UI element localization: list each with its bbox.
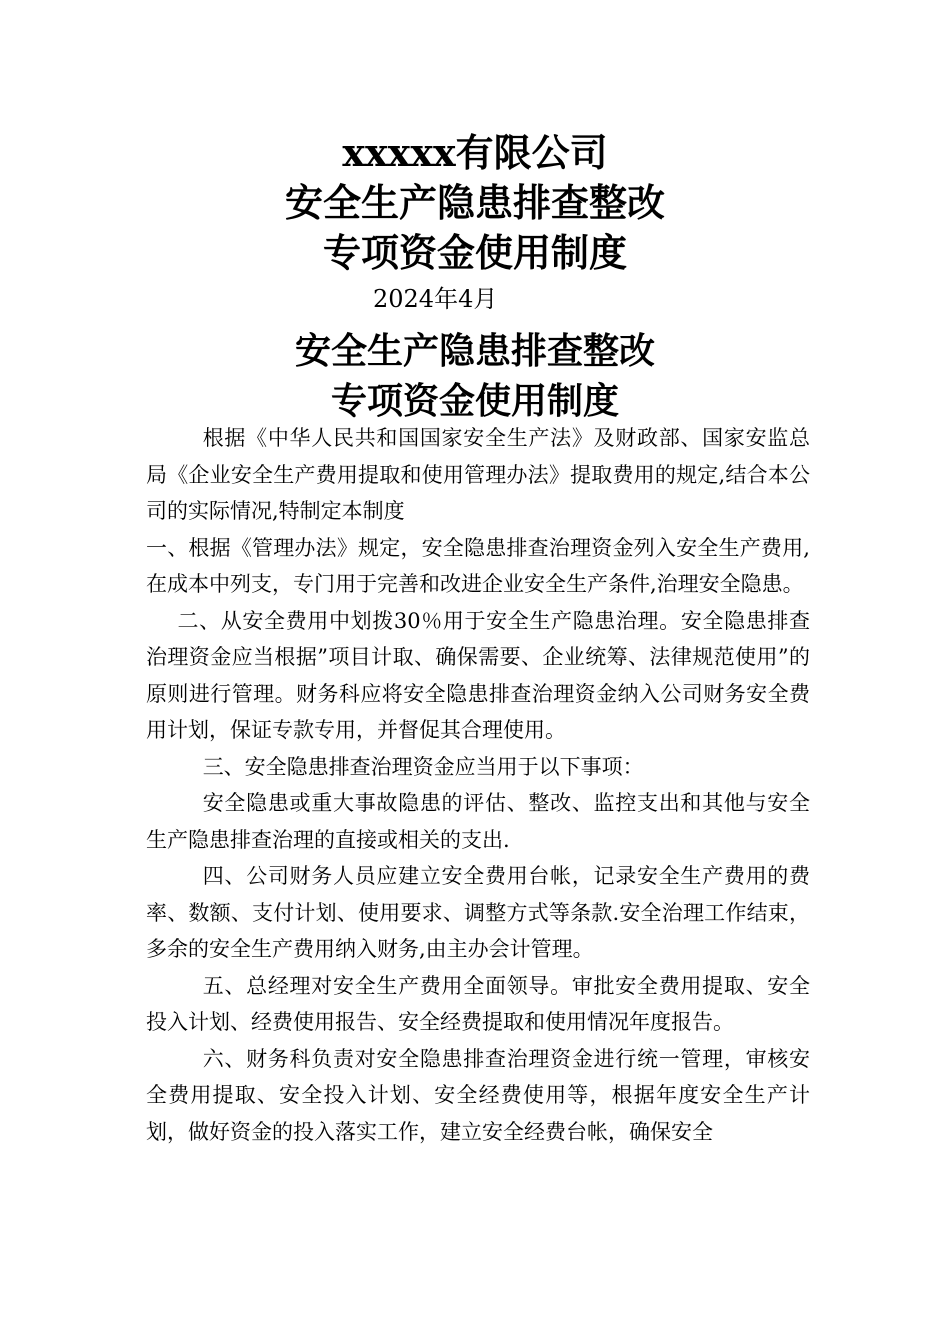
section-header xyxy=(0,326,950,426)
paragraph-item-6: 六、财务科负责对安全隐患排查治理资金进行统一管理，审核安全费用提取、安全投入计划、安全经费使用等，根据年度安全生产计划，做好资金的投入落实工作，建立安全经费台帐，确保安全 xyxy=(146,1046,810,1144)
section-title-line-2: 专项资金使用制度 xyxy=(330,380,619,422)
document-body xyxy=(146,420,810,1150)
paragraph-item-2: 二、从安全费用中划拨30％用于安全生产隐患治理。安全隐患排查治理资金应当根据”项目计取、确保需要、企业统筹、法律规范使用”的原则进行管理。财务科应将安全隐患排查治理资金纳入公司财务安全费用计划，保证专款专用，并督促其合理使用。 xyxy=(146,608,810,742)
company-name: xxxxx有限公司 xyxy=(342,130,608,175)
paragraph-intro: 根据《中华人民共和国国家安全生产法》及财政部、国家安监总局《企业安全生产费用提取和使用管理办法》提取费用的规定,结合本公司的实际情况,特制定本制度 xyxy=(146,426,810,523)
paragraph-item-3-detail: 安全隐患或重大事故隐患的评估、整改、监控支出和其他与安全生产隐患排查治理的直接或相关的支出. xyxy=(146,791,810,852)
paragraph-item-1: 一、根据《管理办法》规定，安全隐患排查治理资金列入安全生产费用,在成本中列支，专门用于完善和改进企业安全生产条件,治理安全隐患。 xyxy=(146,535,810,596)
document-title-line-2: 专项资金使用制度 xyxy=(322,230,627,275)
paragraph-item-3: 三、安全隐患排查治理资金应当用于以下事项： xyxy=(202,754,644,779)
paragraph-item-4: 四、公司财务人员应建立安全费用台帐，记录安全生产费用的费率、数额、支付计划、使用要求、调整方式等条款.安全治理工作结束，多余的安全生产费用纳入财务,由主办会计管理。 xyxy=(146,864,810,961)
document-header xyxy=(0,128,950,278)
document-date: 2024年4月 xyxy=(373,285,498,313)
document-title-line-1: 安全生产隐患排查整改 xyxy=(284,180,665,225)
paragraph-item-5: 五、总经理对安全生产费用全面领导。审批安全费用提取、安全投入计划、经费使用报告、安全经费提取和使用情况年度报告。 xyxy=(146,973,810,1034)
section-title-line-1: 安全生产隐患排查整改 xyxy=(294,330,655,372)
